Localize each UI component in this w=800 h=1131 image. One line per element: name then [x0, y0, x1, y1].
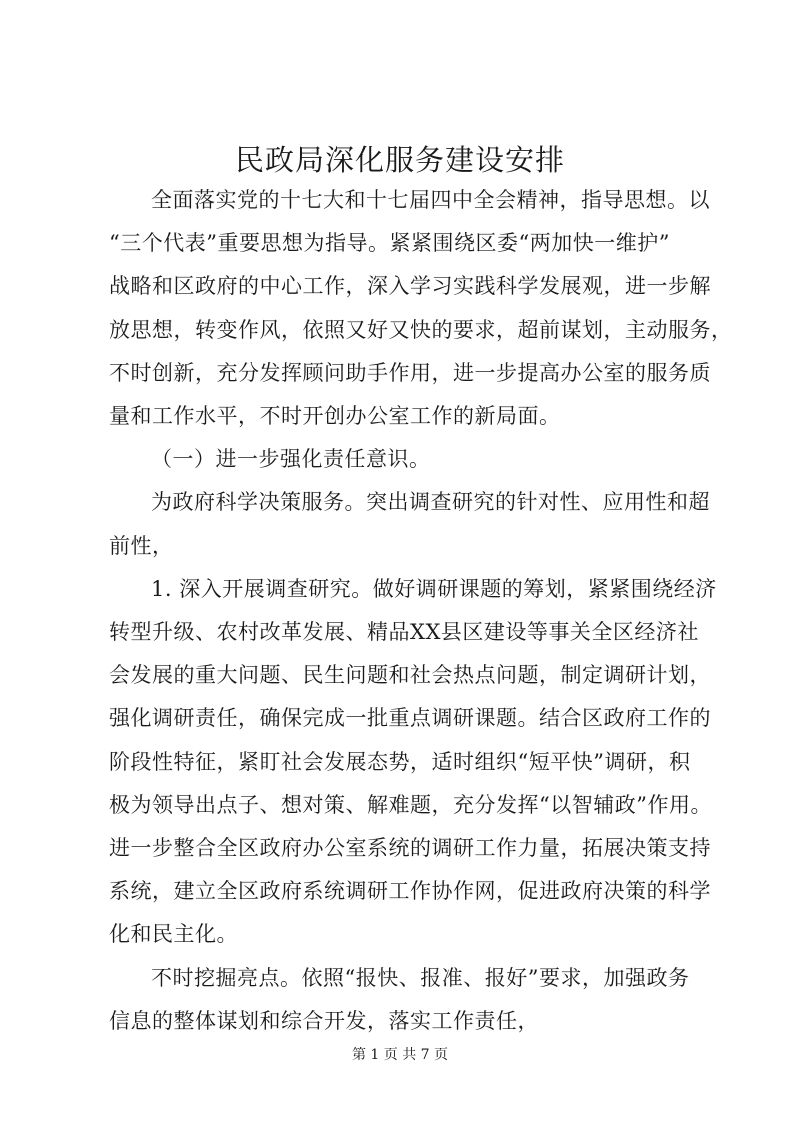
paragraph-3-line-1: 1. 深入开展调查研究。做好调研课题的筹划，紧紧围绕经济	[151, 577, 717, 601]
paragraph-1-line-1: 全面落实党的十七大和十七届四中全会精神，指导思想。以	[151, 188, 710, 212]
page-title: 民政局深化服务建设安排	[234, 143, 565, 177]
paragraph-1-line-5: 不时创新，充分发挥顾问助手作用，进一步提高办公室的服务质	[109, 361, 711, 385]
paragraph-4-line-1: 不时挖掘亮点。依照“报快、报准、报好”要求，加强政务	[151, 966, 690, 990]
paragraph-1-line-3: 战略和区政府的中心工作，深入学习实践科学发展观，进一步解	[109, 274, 711, 298]
paragraph-3-line-6: 极为领导出点子、想对策、解难题，充分发挥“以智辅政”作用。	[109, 793, 712, 817]
paragraph-1-line-4: 放思想，转变作风，依照又好又快的要求，超前谋划，主动服务，	[109, 318, 733, 342]
paragraph-3-line-5: 阶段性特征，紧盯社会发展态势，适时组织“短平快”调研，积	[109, 750, 691, 774]
page-number-footer: 第 1 页 共 7 页	[351, 1047, 449, 1063]
paragraph-3-line-7: 进一步整合全区政府办公室系统的调研工作力量，拓展决策支持	[109, 836, 711, 860]
section-heading-1: （一）进一步强化责任意识。	[151, 447, 431, 471]
paragraph-3-line-2: 转型升级、农村改革发展、精品XX县区建设等事关全区经济社	[109, 620, 699, 644]
paragraph-2-line-1: 为政府科学决策服务。突出调查研究的针对性、应用性和超	[151, 490, 710, 514]
paragraph-1-line-2: “三个代表”重要思想为指导。紧紧围绕区委“两加快一维护”	[109, 231, 670, 255]
paragraph-1-line-6: 量和工作水平，不时开创办公室工作的新局面。	[109, 404, 561, 428]
paragraph-2-line-2: 前性，	[109, 534, 174, 558]
paragraph-3-line-8: 系统，建立全区政府系统调研工作协作网，促进政府决策的科学	[109, 879, 711, 903]
paragraph-3-line-9: 化和民主化。	[109, 922, 238, 946]
paragraph-3-line-3: 会发展的重大问题、民生问题和社会热点问题，制定调研计划，	[109, 663, 711, 687]
paragraph-4-line-2: 信息的整体谋划和综合开发，落实工作责任，	[109, 1009, 539, 1033]
paragraph-3-line-4: 强化调研责任，确保完成一批重点调研课题。结合区政府工作的	[109, 706, 711, 730]
